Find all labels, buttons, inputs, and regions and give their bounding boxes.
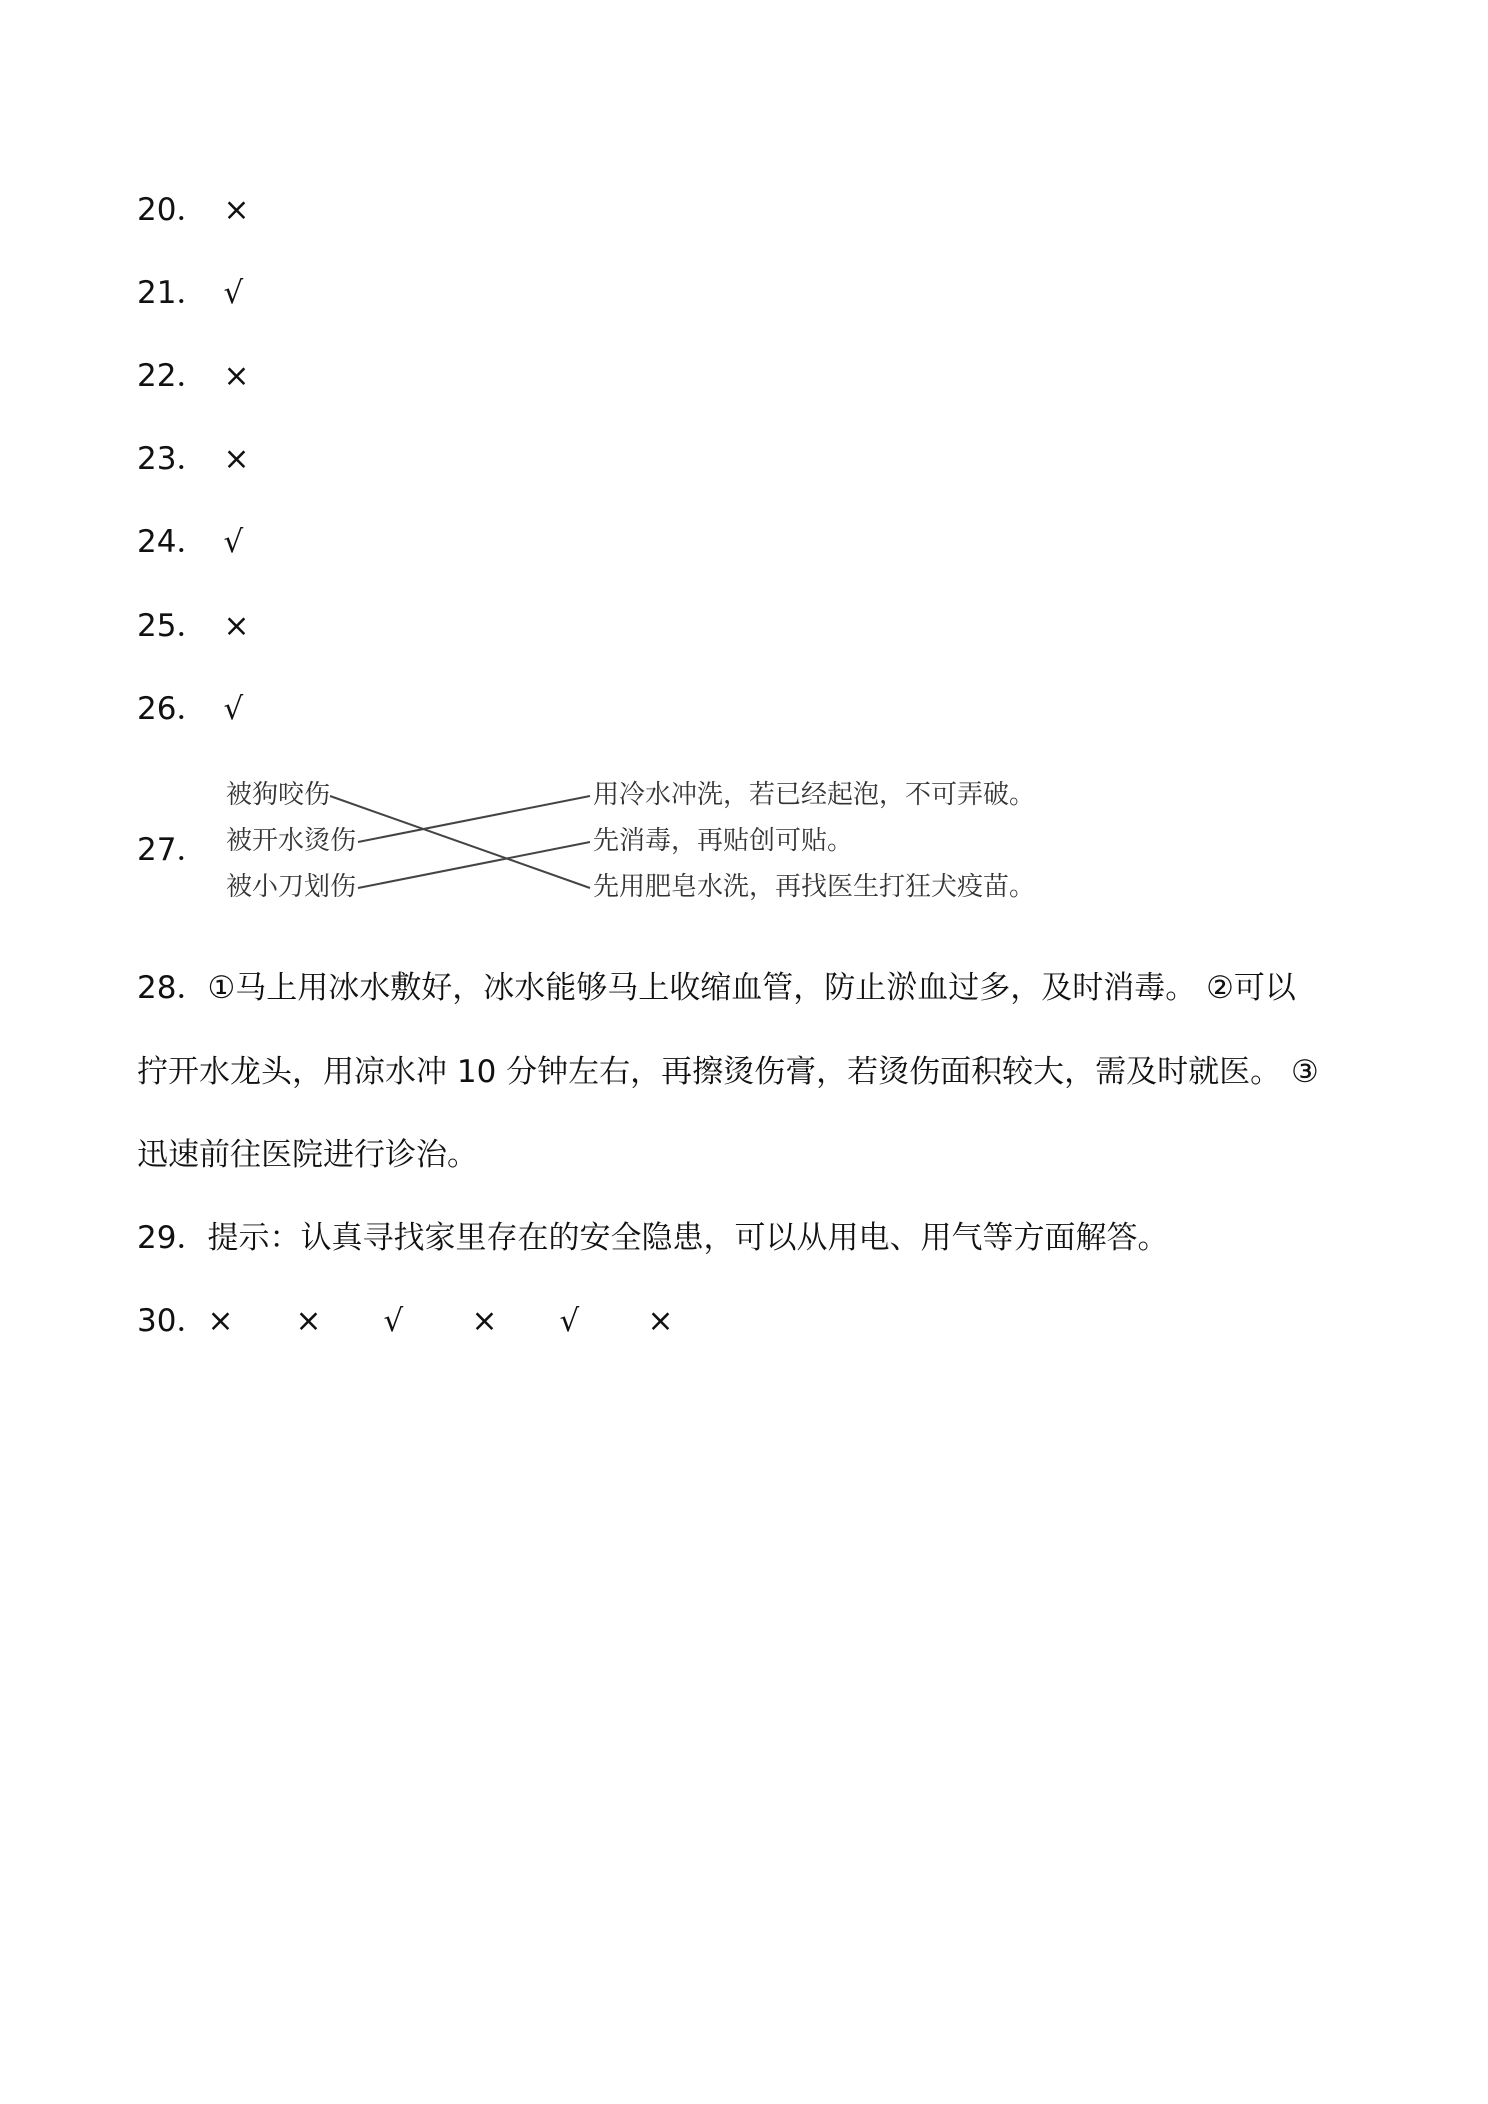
question-number: 22．: [137, 358, 208, 394]
matching-diagram: [220, 776, 1040, 916]
answer-28-line-3: 迅速前往医院进行诊治。: [137, 1137, 478, 1173]
answer-21: [137, 273, 243, 313]
question-number: 23．: [137, 441, 208, 477]
match-right-item: 先用肥皂水洗，再找医生打狂犬疫苗。: [593, 872, 1036, 902]
question-number: 30．: [137, 1303, 208, 1339]
answer-26: [137, 689, 243, 729]
match-left-item: 被开水烫伤: [226, 826, 357, 856]
answer-mark: ×: [223, 192, 250, 228]
match-right-item: 先消毒，再贴创可贴。: [593, 826, 854, 856]
answer-30: [137, 1301, 735, 1341]
match-line: [330, 796, 590, 888]
answer-23: [137, 439, 249, 479]
answer-mark: ×: [647, 1303, 674, 1339]
answer-mark: ×: [223, 358, 250, 394]
match-left-item: 被小刀划伤: [226, 872, 357, 902]
match-left-item: 被狗咬伤: [226, 780, 331, 810]
question-number: 20．: [137, 192, 208, 228]
answer-mark: √: [223, 275, 244, 311]
answer-mark: √: [223, 691, 244, 727]
answer-mark: ×: [223, 608, 250, 644]
question-number: 25．: [137, 608, 208, 644]
answer-mark: √: [383, 1303, 404, 1339]
answer-mark: ×: [223, 441, 250, 477]
answer-mark: ×: [471, 1303, 498, 1339]
answer-mark: √: [223, 524, 244, 560]
match-line: [358, 842, 590, 888]
answer-29: 29．提示：认真寻找家里存在的安全隐患，可以从用电、用气等方面解答。: [137, 1220, 1169, 1256]
answer-24: [137, 522, 243, 562]
answer-mark: ×: [295, 1303, 322, 1339]
answer-mark: ×: [207, 1303, 234, 1339]
question-number: 21．: [137, 275, 208, 311]
match-right-item: 用冷水冲洗，若已经起泡，不可弄破。: [593, 780, 1036, 810]
question-number: 26．: [137, 691, 208, 727]
answer-25: [137, 606, 249, 646]
answer-mark: √: [559, 1303, 580, 1339]
answer-27-number: [137, 830, 207, 870]
answer-28-line-1: 28．①马上用冰水敷好，冰水能够马上收缩血管，防止淤血过多，及时消毒。 ②可以: [137, 970, 1296, 1006]
answer-28-line-2: 拧开水龙头，用凉水冲 10 分钟左右，再擦烫伤膏，若烫伤面积较大，需及时就医。 ③: [137, 1054, 1319, 1090]
question-number: 27．: [137, 832, 208, 868]
answer-20: [137, 190, 249, 230]
question-number: 24．: [137, 524, 208, 560]
answer-22: [137, 356, 249, 396]
